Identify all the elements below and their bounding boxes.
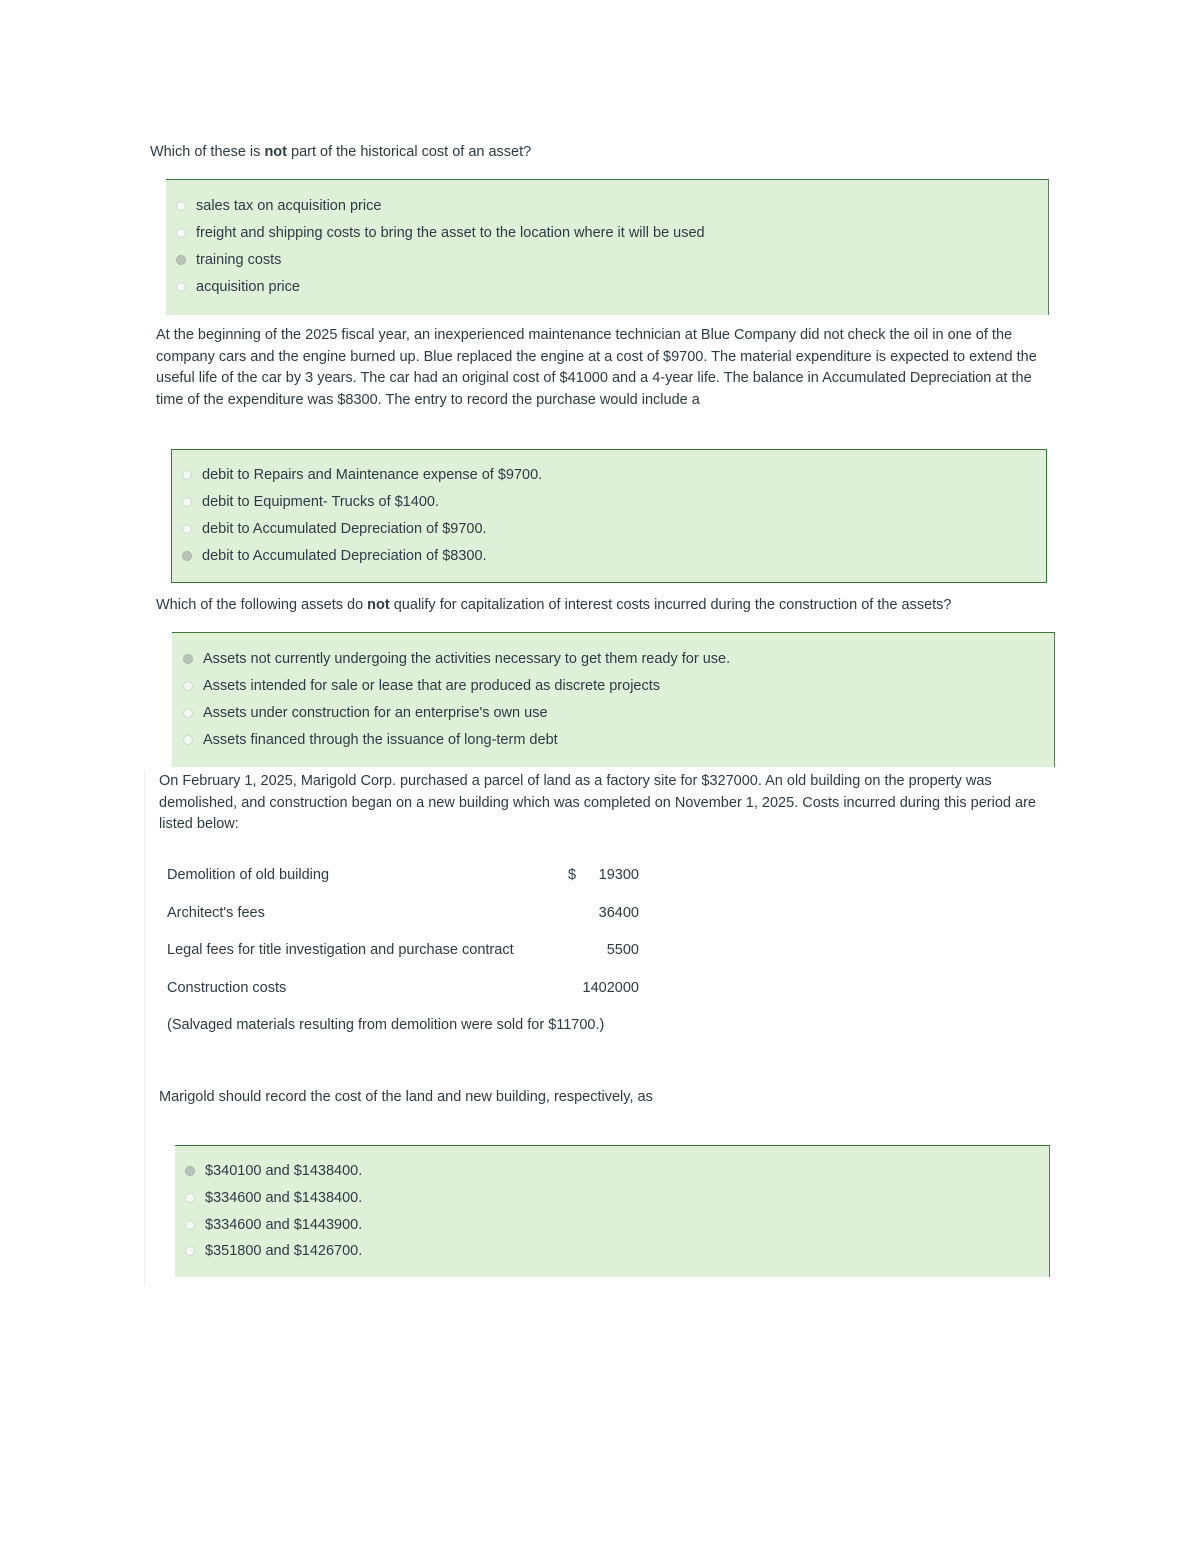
- q1-answer-1[interactable]: sales tax on acquisition price: [176, 198, 381, 214]
- radio-button-selected[interactable]: [176, 255, 186, 265]
- radio-button[interactable]: [185, 1246, 195, 1256]
- radio-button[interactable]: [176, 282, 186, 292]
- q2-answer-box: [171, 449, 1047, 583]
- radio-button-selected[interactable]: [182, 551, 192, 561]
- radio-button[interactable]: [182, 497, 192, 507]
- q1-question: Which of these is not part of the historical cost of an asset?: [150, 144, 532, 160]
- q4-answer-1[interactable]: $340100 and $1438400.: [185, 1163, 362, 1179]
- q3-answer-4[interactable]: Assets financed through the issuance of long-term debt: [183, 732, 558, 748]
- q1-answer-3[interactable]: training costs: [176, 252, 281, 268]
- q4-answer-3[interactable]: $334600 and $1443900.: [185, 1217, 362, 1233]
- q3-answer-box: [172, 632, 1055, 767]
- q1-answer-2[interactable]: freight and shipping costs to bring the asset to the location where it will be used: [176, 225, 705, 241]
- radio-button[interactable]: [183, 735, 193, 745]
- radio-button[interactable]: [185, 1220, 195, 1230]
- q1-answer-4[interactable]: acquisition price: [176, 279, 300, 295]
- radio-button[interactable]: [183, 681, 193, 691]
- question-4-edge-divider: [144, 770, 145, 1286]
- q3-answer-1[interactable]: Assets not currently undergoing the activities necessary to get them ready for use.: [183, 651, 730, 667]
- q3-answer-2[interactable]: Assets intended for sale or lease that are produced as discrete projects: [183, 678, 660, 694]
- radio-button[interactable]: [182, 524, 192, 534]
- radio-button[interactable]: [182, 470, 192, 480]
- q3-emphasis: not: [367, 597, 390, 613]
- q4-answer-4[interactable]: $351800 and $1426700.: [185, 1243, 362, 1259]
- q4-answer-box: [175, 1145, 1050, 1277]
- q4-intro: On February 1, 2025, Marigold Corp. purchased a parcel of land as a factory site for $327000. An old building on the property was demolished, and construction began on a new building which was completed on November 1, 2025. Costs incurred during this period are listed below:: [159, 773, 1036, 832]
- q2-question: At the beginning of the 2025 fiscal year, an inexperienced maintenance technician at Blue Company did not check the oil in one of the company cars and the engine burned up. Blue replaced the engine at a cost of $9700. The material expenditure is expected to extend the useful life of the car by 3 years. The car had an original cost of $41000 and a 4-year life. The balance in Accumulated Depreciation at the time of the expenditure was $8300. The entry to record the purchase would include a: [156, 327, 1037, 408]
- radio-button[interactable]: [185, 1193, 195, 1203]
- q2-answer-3[interactable]: debit to Accumulated Depreciation of $9700.: [182, 521, 487, 537]
- radio-button[interactable]: [183, 708, 193, 718]
- radio-button[interactable]: [176, 228, 186, 238]
- radio-button[interactable]: [176, 201, 186, 211]
- q4-answer-2[interactable]: $334600 and $1438400.: [185, 1190, 362, 1206]
- radio-button-selected[interactable]: [183, 654, 193, 664]
- q1-answer-box: [166, 179, 1049, 315]
- q2-answer-2[interactable]: debit to Equipment- Trucks of $1400.: [182, 494, 439, 510]
- q2-answer-4[interactable]: debit to Accumulated Depreciation of $8300.: [182, 548, 487, 564]
- q3-question: Which of the following assets do not qualify for capitalization of interest costs incurred during the construction of the assets?: [156, 597, 952, 613]
- q3-answer-3[interactable]: Assets under construction for an enterprise's own use: [183, 705, 548, 721]
- q2-answer-1[interactable]: debit to Repairs and Maintenance expense of $9700.: [182, 467, 542, 483]
- q4-question: Marigold should record the cost of the land and new building, respectively, as: [159, 1089, 653, 1105]
- q1-emphasis: not: [264, 144, 287, 160]
- radio-button-selected[interactable]: [185, 1166, 195, 1176]
